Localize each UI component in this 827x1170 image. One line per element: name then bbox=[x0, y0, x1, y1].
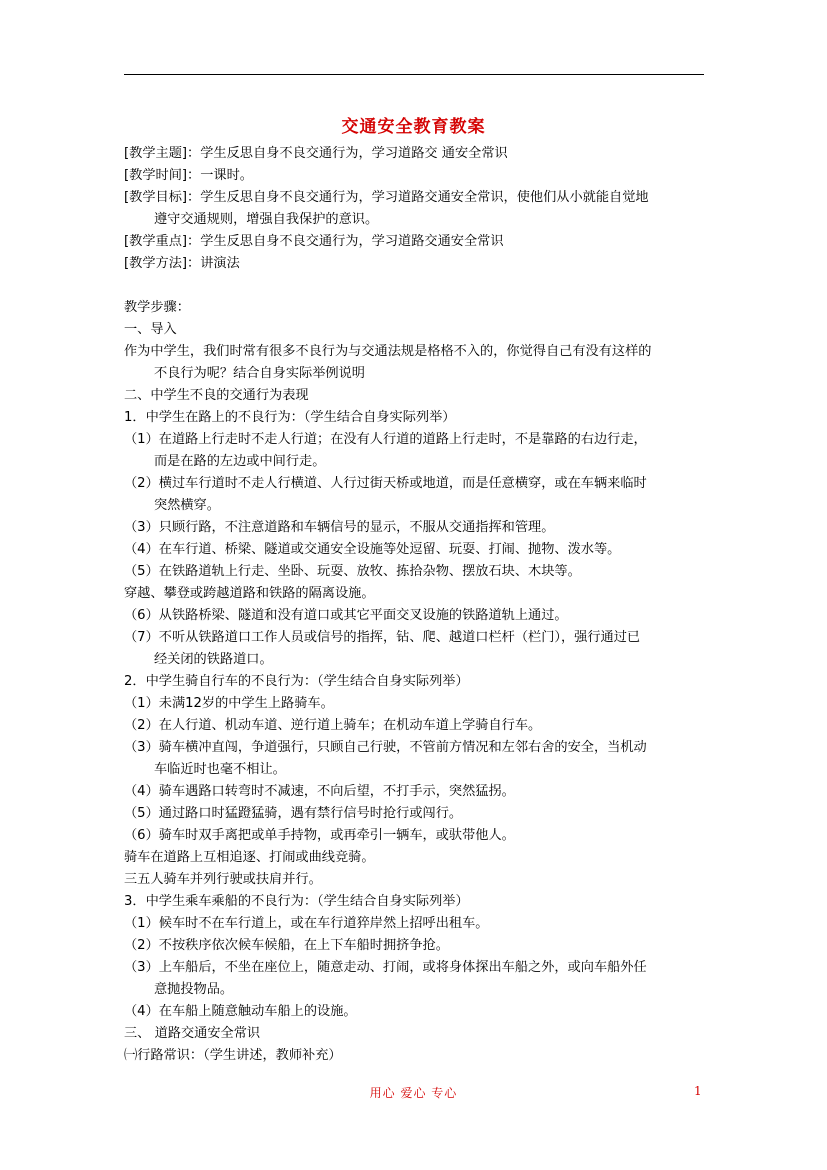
text-line: 骑车在道路上互相追逐、打闹或曲线竞骑。 bbox=[124, 850, 375, 865]
text-line: 作为中学生，我们时常有很多不良行为与交通法规是格格不入的，你觉得自己有没有这样的 bbox=[124, 344, 652, 359]
page-footer: 用心 爱心 专心 bbox=[369, 1086, 458, 1100]
text-line: 1．中学生在路上的不良行为：（学生结合自身实际列举） bbox=[124, 410, 456, 425]
text-line: 而是在路的左边或中间行走。 bbox=[154, 454, 326, 469]
text-line: （3）上车船后，不坐在座位上，随意走动、打闹，或将身体探出车船之外，或向车船外任 bbox=[124, 960, 647, 975]
text-line: （2）在人行道、机动车道、逆行道上骑车；在机动车道上学骑自行车。 bbox=[124, 718, 542, 733]
text-line: （3）骑车横冲直闯，争道强行，只顾自己行驶，不管前方情况和左邻右舍的安全，当机动 bbox=[124, 740, 647, 755]
text-line: ㈠行路常识：（学生讲述，教师补充） bbox=[124, 1048, 342, 1063]
text-line: （1）未满12岁的中学生上路骑车。 bbox=[124, 696, 334, 711]
text-line: （5）通过路口时猛蹬猛骑，遇有禁行信号时抢行或闯行。 bbox=[124, 806, 463, 821]
text-line: 2．中学生骑自行车的不良行为：（学生结合自身实际列举） bbox=[124, 674, 469, 689]
text-line: 车临近时也毫不相让。 bbox=[154, 762, 286, 777]
text-line: 意抛投物品。 bbox=[154, 982, 234, 997]
text-line: （2）不按秩序依次候车候船，在上下车船时拥挤争抢。 bbox=[124, 938, 449, 953]
text-line: （6）从铁路桥梁、隧道和没有道口或其它平面交叉设施的铁路道轨上通过。 bbox=[124, 608, 568, 623]
text-line: 经关闭的铁路道口。 bbox=[154, 652, 273, 667]
text-line: 遵守交通规则，增强自我保护的意识。 bbox=[154, 212, 379, 227]
text-line: [教学方法]：讲演法 bbox=[124, 256, 240, 271]
text-line: 教学步骤： bbox=[124, 300, 190, 315]
text-line: 3．中学生乘车乘船的不良行为：（学生结合自身实际列举） bbox=[124, 894, 469, 909]
text-line: 二、中学生不良的交通行为表现 bbox=[124, 388, 309, 403]
text-line: （4）在车船上随意触动车船上的设施。 bbox=[124, 1004, 357, 1019]
header-rule bbox=[124, 74, 704, 75]
text-line: （6）骑车时双手离把或单手持物，或再牵引一辆车，或驮带他人。 bbox=[124, 828, 515, 843]
text-line: （4）在车行道、桥梁、隧道或交通安全设施等处逗留、玩耍、打闹、抛物、泼水等。 bbox=[124, 542, 621, 557]
document-body bbox=[124, 143, 714, 1067]
text-line: 一、导入 bbox=[124, 322, 177, 337]
text-line: 三、 道路交通安全常识 bbox=[124, 1026, 261, 1041]
text-line: （4）骑车遇路口转弯时不减速，不向后望，不打手示，突然猛拐。 bbox=[124, 784, 515, 799]
text-line: （1）在道路上行走时不走人行道；在没有人行道的道路上行走时，不是靠路的右边行走， bbox=[124, 432, 647, 447]
text-line: [教学目标]：学生反思自身不良交通行为，学习道路交通安全常识，使他们从小就能自觉地 bbox=[124, 190, 649, 205]
text-line: [教学重点]：学生反思自身不良交通行为，学习道路交通安全常识 bbox=[124, 234, 504, 249]
document-title: 交通安全教育教案 bbox=[341, 117, 486, 137]
text-line: 突然横穿。 bbox=[154, 498, 220, 513]
text-line: 不良行为呢？结合自身实际举例说明 bbox=[154, 366, 365, 381]
text-line: [教学主题]：学生反思自身不良交通行为，学习道路交 通安全常识 bbox=[124, 146, 508, 161]
text-line: （7）不听从铁路道口工作人员或信号的指挥，钻、爬、越道口栏杆（栏门），强行通过已 bbox=[124, 630, 641, 645]
text-line: 穿越、攀登或跨越道路和铁路的隔离设施。 bbox=[124, 586, 375, 601]
text-line: [教学时间]：一课时。 bbox=[124, 168, 253, 183]
page-number: 1 bbox=[694, 1084, 702, 1098]
blank-line bbox=[124, 275, 714, 297]
text-line: （3）只顾行路，不注意道路和车辆信号的显示，不服从交通指挥和管理。 bbox=[124, 520, 555, 535]
text-line: 三五人骑车并列行驶或扶肩并行。 bbox=[124, 872, 322, 887]
text-line: （5）在铁路道轨上行走、坐卧、玩耍、放牧、拣拾杂物、摆放石块、木块等。 bbox=[124, 564, 581, 579]
text-line: （1）候车时不在车行道上，或在车行道猝岸然上招呼出租车。 bbox=[124, 916, 489, 931]
text-line: （2）横过车行道时不走人行横道、人行过街天桥或地道，而是任意横穿，或在车辆来临时 bbox=[124, 476, 647, 491]
